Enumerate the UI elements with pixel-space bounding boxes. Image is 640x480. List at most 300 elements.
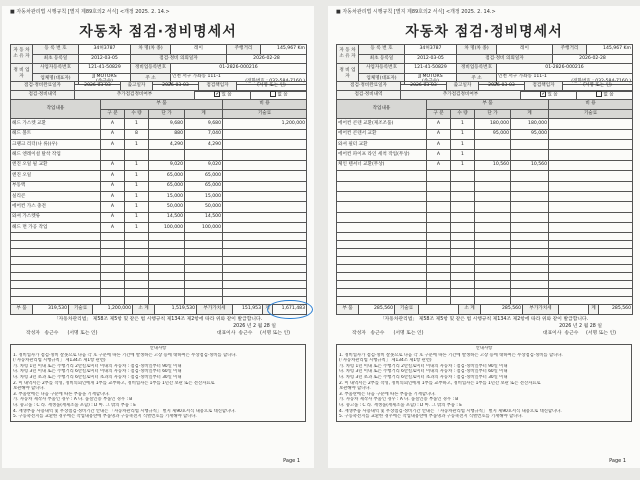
cell-labor: [549, 119, 633, 129]
vat: 151,953: [233, 305, 263, 315]
cell-u: [475, 212, 511, 222]
issue-date: 2026 년 2 월 28 일: [559, 324, 602, 329]
extra-check-table: 점검·정비내역 추가점검정비여부 ✔ 있 음 없 음: [10, 90, 307, 101]
empty-cell: [11, 273, 101, 281]
cell-work: 엔진 오일 필 교환: [11, 160, 101, 170]
notice-line: 보관해야 합니다.: [339, 386, 371, 392]
dates-table: 점검·정비완료일자 2026-03-03 출고일자 2026-03-03 점검책임자 (서명 또는 인): [10, 81, 307, 92]
table-row: [337, 223, 633, 233]
cell-labor: [223, 223, 307, 233]
notice-line: 2. 이 내역서는 2부를 작성, 정비의뢰인에게 1부를 교부하고, 정비업자는 1부를 1년간 보관 또는 전산자료로: [339, 380, 541, 386]
empty-cell: [451, 233, 475, 241]
extra-yes: ✔ 있 음: [195, 91, 251, 101]
cell-u: [475, 181, 511, 191]
first-reg-date: 2012-03-05: [405, 54, 457, 64]
cell-s: [511, 191, 549, 201]
car-model: 레이: [171, 45, 227, 55]
empty-cell: [149, 241, 185, 249]
cell-g: A: [101, 181, 125, 191]
table-row: [337, 212, 633, 222]
total-labor: 1,200,000: [93, 305, 133, 315]
cell-work: 헤드 가스켓 교환: [11, 119, 101, 129]
notice-line: 나. 차령 3년 이내 또는 주행거리 6만킬로미터 이내의 자동차 : 점검·정비일부터 60일 이내: [339, 369, 508, 375]
empty-cell: [125, 289, 149, 297]
work-items-table: 작업내용 부 품 비 용 구 분 수 량 단 가 계 기술료 에어컨 콘덴 교환(제조조품) A 1 180,000 180,000 에어컨 콘덴서 교환 A 1 95,000 95,000 와셔 필터 교환 A 1 에어컨 파이프 라인 세척 작업(무상) A 1 체인 텐셔너 교환(무상) A 1 10,560 10,560: [336, 99, 633, 305]
cell-s: 95,000: [511, 129, 549, 139]
cell-u: [475, 191, 511, 201]
cell-work: 헤드 볼트: [11, 129, 101, 139]
cell-u: 14,500: [149, 212, 185, 222]
grand-total: 285,560: [599, 305, 633, 315]
empty-cell: [101, 233, 125, 241]
table-row: [11, 119, 307, 129]
cell-labor: [549, 212, 633, 222]
empty-cell: [549, 257, 633, 265]
notice-line: 3. 부품란에는 다음 구분에 따른 부품을 기재합니다.: [13, 391, 110, 397]
owner-label: 자 동 차 소 유 자: [337, 45, 359, 64]
empty-cell: [549, 265, 633, 273]
notice-line: 5. 구동축전지를 교환한 경우에는 작업내용란에 부품명과 구동축전지 식별번호를 기재해야 합니다.: [13, 414, 197, 420]
checkbox-icon: [596, 91, 602, 97]
empty-cell: [101, 249, 125, 257]
cell-g: A: [427, 129, 451, 139]
cell-u: 9,020: [149, 160, 185, 170]
empty-cell: [337, 281, 427, 289]
cell-s: [511, 150, 549, 160]
notice-line: 다. 중고품 : C 라. 재생품(재제조품 포함) : D 마. 그 밖의 부품 : E: [13, 402, 136, 408]
work-header: 작업내용: [337, 100, 427, 119]
table-row: [337, 191, 633, 201]
vehicle-info-table: 자 동 차 소 유 자 등 록 번 호 34허3787 차 명(차 종) 레이 주행거리 145,967 Km 최초 등록일 2012-03-05 점검·정비 의뢰일자 2026-02-28 정 비 업 자 사업자등록번호 121-41-50829 정비업등록번호 01-2826-000216 업체명(대표자) JJ MOTORS (송근수) 주 소 인천 서구 가좌동 111-1 (전화번호 : 032-584-7160 ): [10, 44, 307, 85]
empty-cell: [451, 249, 475, 257]
repair-biz-number: 01-2826-000216: [171, 64, 307, 74]
cell-u: [475, 202, 511, 212]
extra-no: 없 음: [251, 91, 307, 101]
extra-no: 없 음: [577, 91, 633, 101]
cell-work: 크랭크 리더(나 류)(우): [11, 139, 101, 149]
cell-q: 1: [451, 129, 475, 139]
cell-work: [337, 223, 427, 233]
cell-labor: [549, 181, 633, 191]
cell-s: [511, 212, 549, 222]
cell-labor: [549, 150, 633, 160]
table-row-empty: [337, 273, 633, 281]
completion-date: 2026-03-03: [401, 82, 447, 92]
cell-q: 1: [125, 212, 149, 222]
writer: 작성자 송근수 (서명 또는 인): [26, 331, 98, 336]
cell-u: 65,000: [149, 171, 185, 181]
cell-s: [511, 139, 549, 149]
cell-q: 1: [125, 181, 149, 191]
cell-q: 1: [451, 150, 475, 160]
delivery-date: 2026-03-03: [479, 82, 525, 92]
cell-labor: [223, 191, 307, 201]
cell-s: 15,000: [185, 191, 223, 201]
totals-table: 부 품 285,560 기술료 소 계 285,560 부가가치세 계 285,560: [336, 304, 633, 315]
owner-label: 자 동 차 소 유 자: [11, 45, 33, 64]
business-label: 정 비 업 자: [11, 64, 33, 85]
cell-g: A: [427, 119, 451, 129]
notice-line: 가. 자동차 제작사 부품인 경우 : A 나. 품질인증 부품인 경우 : B: [13, 397, 133, 403]
cell-g: [427, 223, 451, 233]
table-row: [337, 150, 633, 160]
cell-g: A: [101, 212, 125, 222]
empty-cell: [337, 233, 427, 241]
delivery-date: 2026-03-03: [153, 82, 199, 92]
cell-g: A: [101, 191, 125, 201]
table-row-empty: [11, 241, 307, 249]
cell-u: 9,680: [149, 119, 185, 129]
total-parts: 319,530: [33, 305, 69, 315]
table-row-empty: [11, 257, 307, 265]
empty-cell: [511, 233, 549, 241]
empty-cell: [101, 257, 125, 265]
completion-date: 2026-03-03: [75, 82, 121, 92]
cell-s: 180,000: [511, 119, 549, 129]
empty-cell: [223, 289, 307, 297]
reg-number: 34허3787: [79, 45, 131, 55]
table-row-empty: [337, 281, 633, 289]
empty-cell: [223, 281, 307, 289]
cell-g: A: [427, 160, 451, 170]
table-row-empty: [337, 233, 633, 241]
empty-cell: [125, 281, 149, 289]
representative: 대표이사 송근수 (서명 또는 인): [216, 331, 290, 336]
empty-cell: [475, 265, 511, 273]
vat: [559, 305, 589, 315]
notice-line: 가. 차령 1년 이내 또는 주행거리 2만킬로미터 이내의 자동차 : 점검·정비일부터 90일 이내: [339, 363, 508, 369]
writer: 작성자 송근수 (서명 또는 인): [352, 331, 424, 336]
empty-cell: [11, 281, 101, 289]
cell-labor: [549, 171, 633, 181]
table-row: [11, 171, 307, 181]
cell-work: 와셔 가스켓류: [11, 212, 101, 222]
form-title: 자동차 점검·정비명세서: [405, 24, 563, 40]
cell-g: [427, 191, 451, 201]
empty-cell: [451, 273, 475, 281]
cell-work: 와셔 필터 교환: [337, 139, 427, 149]
empty-cell: [451, 241, 475, 249]
empty-cell: [427, 289, 451, 297]
cell-labor: [223, 160, 307, 170]
notice-box: [336, 344, 632, 422]
empty-cell: [149, 257, 185, 265]
table-row-empty: [11, 281, 307, 289]
issue-statement: 「자동차관리법」 제58조 제5항 및 같은 법 시행규칙 제134조 제2항에 따라 위와 같이 발급합니다.: [379, 317, 589, 322]
cell-g: A: [101, 139, 125, 149]
empty-cell: [101, 241, 125, 249]
cell-q: [125, 150, 149, 160]
notice-line: 다. 차령 3년 초과 또는 주행거리 6만킬로미터 초과의 자동차 : 점검·정비일부터 30일 이내: [13, 374, 182, 380]
table-row: [337, 139, 633, 149]
notice-line: 보관해야 합니다.: [13, 386, 45, 392]
empty-cell: [549, 249, 633, 257]
empty-cell: [125, 257, 149, 265]
empty-cell: [475, 257, 511, 265]
cell-u: 180,000: [475, 119, 511, 129]
inspector-sign: (서명 또는 인): [237, 82, 307, 92]
empty-cell: [223, 233, 307, 241]
empty-cell: [11, 233, 101, 241]
table-row-empty: [337, 289, 633, 297]
cell-work: 부동액: [11, 181, 101, 191]
empty-cell: [223, 257, 307, 265]
cell-work: 에어컨 파이프 라인 세척 작업(무상): [337, 150, 427, 160]
checkbox-icon: [270, 91, 276, 97]
empty-cell: [223, 265, 307, 273]
empty-cell: [475, 273, 511, 281]
total-labor: [419, 305, 459, 315]
empty-cell: [549, 241, 633, 249]
cell-labor: [223, 150, 307, 160]
cell-u: [149, 150, 185, 160]
cell-q: 1: [125, 202, 149, 212]
mileage: 145,967 Km: [261, 45, 307, 55]
form-title: 자동차 점검·정비명세서: [79, 24, 237, 40]
biz-reg-number: 121-41-50829: [79, 64, 131, 74]
empty-cell: [337, 273, 427, 281]
cell-labor: [549, 191, 633, 201]
empty-cell: [427, 281, 451, 289]
empty-cell: [185, 289, 223, 297]
dates-table: 점검·정비완료일자 2026-03-03 출고일자 2026-03-03 점검책임자 (서명 또는 인): [336, 81, 633, 92]
cell-labor: [549, 223, 633, 233]
empty-cell: [185, 249, 223, 257]
cell-u: 65,000: [149, 181, 185, 191]
table-row: [11, 212, 307, 222]
empty-cell: [185, 273, 223, 281]
cell-s: 50,000: [185, 202, 223, 212]
representative: 대표이사 송근수 (서명 또는 인): [542, 331, 616, 336]
notice-line: (「자동차관리법 시행규칙」 제134조 제1항 관련): [339, 358, 432, 364]
empty-cell: [549, 281, 633, 289]
notice-line: 4. 재생부품 사용내역 및 무상점검·정비기간 안내는 「자동차관리법 시행규칙」 별지 제90호서식 내용으로 대신합니다.: [339, 408, 562, 414]
cell-q: 1: [125, 119, 149, 129]
cell-g: A: [101, 202, 125, 212]
empty-cell: [125, 273, 149, 281]
empty-cell: [427, 233, 451, 241]
empty-cell: [427, 265, 451, 273]
form-header: ■ 자동차관리법 시행규칙 [별지 제89호의2 서식] <개정 2025. 2. 14.>: [336, 9, 496, 15]
statement-sheet-right: [328, 6, 640, 468]
table-row: [337, 202, 633, 212]
empty-cell: [125, 249, 149, 257]
company-name: JJ MOTORS (송근수): [405, 73, 457, 84]
table-row: [11, 202, 307, 212]
notice-line: 1. 정비업자가 점검·정비 잘못으로 다음 각 호 구분에 따른 기간에 발생하는 고장 등에 대하여는 무상점검·정비를 합니다.: [339, 352, 563, 358]
first-reg-date: 2012-03-05: [79, 54, 131, 64]
notice-line: 5. 구동축전지를 교환한 경우에는 작업내용란에 부품명과 구동축전지 식별번호를 기재해야 합니다.: [339, 414, 523, 420]
empty-cell: [337, 257, 427, 265]
cell-g: [427, 202, 451, 212]
cell-labor: [223, 129, 307, 139]
notice-line: 2. 이 내역서는 2부를 작성, 정비의뢰인에게 1부를 교부하고, 정비업자는 1부를 1년간 보관 또는 전산자료로: [13, 380, 215, 386]
cell-q: 1: [451, 160, 475, 170]
notice-line: 4. 재생부품 사용내역 및 무상점검·정비기간 안내는 「자동차관리법 시행규칙」 별지 제90호서식 내용으로 대신합니다.: [13, 408, 236, 414]
cell-labor: [223, 181, 307, 191]
cell-q: 1: [125, 139, 149, 149]
cell-labor: [223, 212, 307, 222]
empty-cell: [337, 265, 427, 273]
cell-s: 9,680: [185, 119, 223, 129]
empty-cell: [427, 273, 451, 281]
cell-u: [475, 150, 511, 160]
table-row: [11, 139, 307, 149]
cell-g: [427, 171, 451, 181]
company-address: 인천 서구 가좌동 111-1 (전화번호 : 032-584-7160 ): [498, 73, 631, 84]
notice-line: 가. 자동차 제작사 부품인 경우 : A 나. 품질인증 부품인 경우 : B: [339, 397, 459, 403]
table-row-empty: [11, 265, 307, 273]
highlight-circle: [267, 300, 313, 320]
empty-cell: [337, 249, 427, 257]
notice-title: 안내사항: [149, 346, 167, 351]
empty-cell: [511, 265, 549, 273]
notice-title: 안내사항: [475, 346, 493, 351]
empty-cell: [185, 241, 223, 249]
table-row-empty: [11, 249, 307, 257]
cell-u: 100,000: [149, 223, 185, 233]
cell-u: 15,000: [149, 191, 185, 201]
cell-work: 에어컨 가스 충전: [11, 202, 101, 212]
empty-cell: [337, 241, 427, 249]
signature-block: [336, 315, 632, 341]
cell-q: 8: [125, 129, 149, 139]
cell-s: 14,500: [185, 212, 223, 222]
cell-work: 헤드 면 가공 작업: [11, 223, 101, 233]
cell-work: [337, 202, 427, 212]
cell-labor: [549, 139, 633, 149]
cell-work: 실리콘: [11, 191, 101, 201]
cell-g: A: [101, 129, 125, 139]
empty-cell: [475, 289, 511, 297]
empty-cell: [475, 281, 511, 289]
cell-q: 1: [125, 191, 149, 201]
empty-cell: [149, 265, 185, 273]
cell-labor: [549, 202, 633, 212]
cell-u: 880: [149, 129, 185, 139]
empty-cell: [101, 281, 125, 289]
empty-cell: [337, 289, 427, 297]
mileage: 145,967 Km: [587, 45, 633, 55]
table-row: [11, 181, 307, 191]
empty-cell: [185, 265, 223, 273]
empty-cell: [511, 289, 549, 297]
cell-work: 에어컨 콘덴서 교환: [337, 129, 427, 139]
table-row: [11, 150, 307, 160]
subtotal: 285,560: [481, 305, 523, 315]
cell-u: [475, 139, 511, 149]
empty-cell: [149, 281, 185, 289]
empty-cell: [125, 233, 149, 241]
cell-g: A: [101, 223, 125, 233]
empty-cell: [11, 241, 101, 249]
empty-cell: [185, 257, 223, 265]
cell-g: A: [427, 139, 451, 149]
cell-u: 50,000: [149, 202, 185, 212]
cell-q: [451, 191, 475, 201]
cell-work: 헤드 엔레이설 탈착 작업: [11, 150, 101, 160]
cell-u: 4,290: [149, 139, 185, 149]
inspector-sign: (서명 또는 인): [563, 82, 633, 92]
statement-sheet-left: [2, 6, 314, 468]
cell-s: [511, 202, 549, 212]
empty-cell: [125, 241, 149, 249]
empty-cell: [451, 257, 475, 265]
notice-line: 다. 차령 3년 초과 또는 주행거리 6만킬로미터 초과의 자동차 : 점검·정비일부터 30일 이내: [339, 374, 508, 380]
form-header: ■ 자동차관리법 시행규칙 [별지 제89호의2 서식] <개정 2025. 2. 14.>: [10, 9, 170, 15]
grand-total: 1,671,483: [273, 305, 307, 315]
cell-work: 에어컨 콘덴 교환(제조조품): [337, 119, 427, 129]
cell-labor: [223, 202, 307, 212]
cell-s: [511, 181, 549, 191]
notice-line: (「자동차관리법 시행규칙」 제134조 제1항 관련): [13, 358, 106, 364]
empty-cell: [125, 265, 149, 273]
cell-work: [337, 171, 427, 181]
table-row: [337, 129, 633, 139]
notice-line: 1. 정비업자가 점검·정비 잘못으로 다음 각 호 구분에 따른 기간에 발생하는 고장 등에 대하여는 무상점검·정비를 합니다.: [13, 352, 237, 358]
empty-cell: [511, 273, 549, 281]
cell-q: 1: [125, 223, 149, 233]
biz-reg-number: 121-41-50829: [405, 64, 457, 74]
cell-q: 1: [451, 139, 475, 149]
reg-number: 34허3787: [405, 45, 457, 55]
cell-labor: [223, 139, 307, 149]
cell-g: [101, 150, 125, 160]
empty-cell: [451, 265, 475, 273]
empty-cell: [549, 233, 633, 241]
empty-cell: [549, 289, 633, 297]
empty-cell: [149, 289, 185, 297]
table-row: [337, 160, 633, 170]
empty-cell: [511, 281, 549, 289]
notice-box: [10, 344, 306, 422]
cell-s: 9,020: [185, 160, 223, 170]
cell-work: [337, 212, 427, 222]
table-row-empty: [337, 257, 633, 265]
empty-cell: [149, 233, 185, 241]
table-row: [337, 181, 633, 191]
cell-q: [451, 181, 475, 191]
issue-date: 2026 년 2 월 28 일: [233, 324, 276, 329]
empty-cell: [223, 273, 307, 281]
table-row: [11, 223, 307, 233]
notice-line: 가. 차령 1년 이내 또는 주행거리 2만킬로미터 이내의 자동차 : 점검·정비일부터 90일 이내: [13, 363, 182, 369]
checkbox-icon: ✔: [541, 91, 545, 97]
empty-cell: [475, 241, 511, 249]
company-address: 인천 서구 가좌동 111-1 (전화번호 : 032-584-7160 ): [172, 73, 305, 84]
cell-q: 1: [125, 171, 149, 181]
issue-statement: 「자동차관리법」 제58조 제5항 및 같은 법 시행규칙 제134조 제2항에 따라 위와 같이 발급합니다.: [53, 317, 263, 322]
cell-work: [337, 191, 427, 201]
empty-cell: [223, 249, 307, 257]
cell-g: [427, 181, 451, 191]
empty-cell: [223, 241, 307, 249]
cell-g: [427, 212, 451, 222]
empty-cell: [475, 249, 511, 257]
table-row: [11, 191, 307, 201]
extra-check-table: 점검·정비내역 추가점검정비여부 ✔ 있 음 없 음: [336, 90, 633, 101]
cell-u: 95,000: [475, 129, 511, 139]
empty-cell: [101, 265, 125, 273]
page-number: Page 1: [283, 458, 300, 464]
cell-q: 1: [125, 160, 149, 170]
cell-work: [337, 181, 427, 191]
table-row-empty: [11, 273, 307, 281]
table-row-empty: [11, 233, 307, 241]
table-row-empty: [337, 265, 633, 273]
cell-g: A: [101, 119, 125, 129]
empty-cell: [451, 289, 475, 297]
